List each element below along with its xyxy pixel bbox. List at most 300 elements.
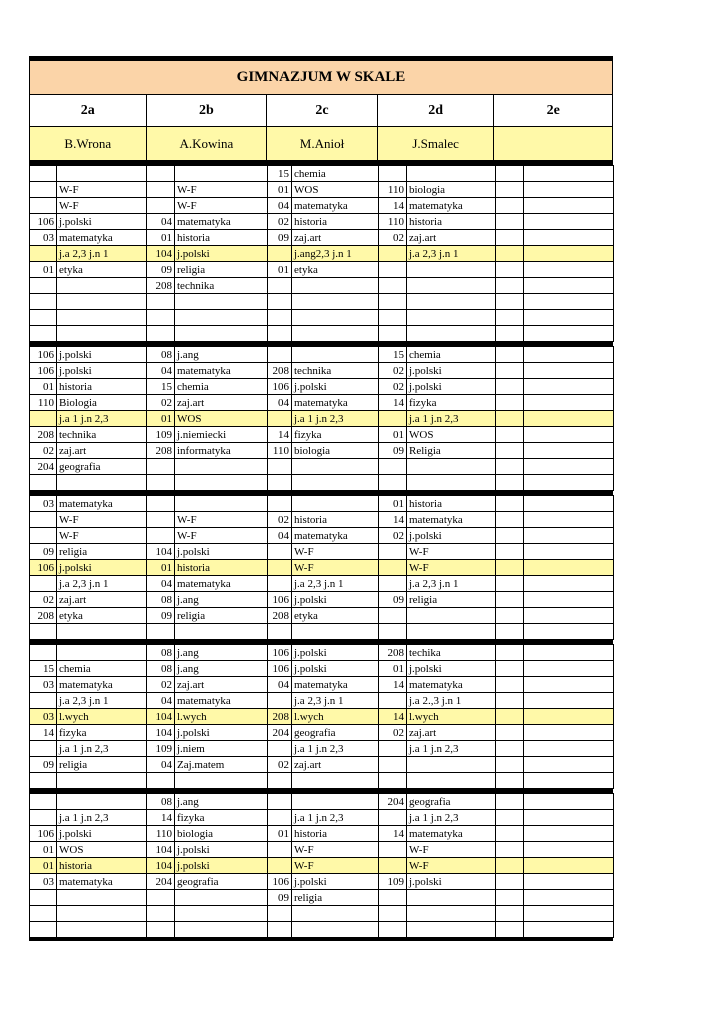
room-number: [379, 842, 407, 858]
subject-cell: j.polski: [292, 645, 379, 661]
subject-cell: historia: [292, 512, 379, 528]
room-number: [30, 576, 57, 592]
subject-cell: j.polski: [175, 246, 268, 262]
room-number: [379, 810, 407, 826]
subject-cell: geografia: [175, 874, 268, 890]
subject-cell: [524, 794, 614, 810]
room-number: 15: [30, 661, 57, 677]
subject-cell: [524, 608, 614, 624]
subject-cell: W-F: [175, 512, 268, 528]
subject-cell: biologia: [292, 443, 379, 459]
subject-cell: chemia: [292, 166, 379, 182]
lesson-row: [30, 310, 614, 326]
room-number: 01: [268, 262, 292, 278]
subject-cell: j.a 2,3 j.n 1: [57, 246, 147, 262]
room-number: [496, 182, 524, 198]
room-number: 106: [268, 592, 292, 608]
subject-cell: j.a 2,3 j.n 1: [407, 576, 496, 592]
class-label: 2d: [378, 95, 495, 126]
room-number: 208: [268, 608, 292, 624]
room-number: 01: [30, 379, 57, 395]
timetable-header: [29, 60, 613, 161]
subject-cell: Religia: [407, 443, 496, 459]
room-number: 106: [30, 363, 57, 379]
subject-cell: [524, 395, 614, 411]
subject-cell: matematyka: [407, 677, 496, 693]
room-number: [268, 624, 292, 640]
room-number: [268, 278, 292, 294]
subject-cell: [57, 294, 147, 310]
subject-cell: [292, 459, 379, 475]
subject-cell: [524, 379, 614, 395]
subject-cell: [407, 608, 496, 624]
room-number: [379, 475, 407, 491]
subject-cell: j.ang: [175, 661, 268, 677]
subject-cell: [292, 906, 379, 922]
room-number: 01: [147, 560, 175, 576]
subject-cell: W-F: [57, 528, 147, 544]
bottom-border: [29, 938, 613, 941]
lesson-row: [30, 794, 614, 810]
class-row: [30, 95, 612, 127]
lesson-row: [30, 262, 614, 278]
subject-cell: [57, 166, 147, 182]
room-number: [147, 624, 175, 640]
subject-cell: j.ang2,3 j.n 1: [292, 246, 379, 262]
subject-cell: W-F: [292, 544, 379, 560]
lesson-row: [30, 842, 614, 858]
room-number: [30, 310, 57, 326]
subject-cell: [524, 544, 614, 560]
room-number: 14: [379, 512, 407, 528]
room-number: [30, 741, 57, 757]
room-number: [30, 166, 57, 182]
lesson-row: [30, 544, 614, 560]
room-number: [30, 645, 57, 661]
lesson-row: [30, 395, 614, 411]
subject-cell: [57, 890, 147, 906]
lesson-row: [30, 874, 614, 890]
day-table: [29, 644, 614, 789]
room-number: 02: [379, 363, 407, 379]
room-number: [496, 278, 524, 294]
room-number: [379, 741, 407, 757]
room-number: [268, 858, 292, 874]
lesson-row: [30, 661, 614, 677]
room-number: [147, 166, 175, 182]
lesson-row: [30, 214, 614, 230]
subject-cell: [407, 310, 496, 326]
subject-cell: WOS: [175, 411, 268, 427]
subject-cell: etyka: [292, 262, 379, 278]
subject-cell: [292, 773, 379, 789]
subject-cell: [292, 326, 379, 342]
room-number: [268, 496, 292, 512]
subject-cell: [407, 459, 496, 475]
room-number: [268, 459, 292, 475]
subject-cell: j.a 1 j.n 2,3: [292, 411, 379, 427]
lesson-row: [30, 278, 614, 294]
subject-cell: [407, 475, 496, 491]
day-table: [29, 793, 614, 938]
subject-cell: W-F: [407, 560, 496, 576]
room-number: 08: [147, 592, 175, 608]
subject-cell: W-F: [175, 182, 268, 198]
room-number: [147, 890, 175, 906]
subject-cell: [524, 677, 614, 693]
subject-cell: j.niemiecki: [175, 427, 268, 443]
room-number: 03: [30, 496, 57, 512]
subject-cell: [407, 906, 496, 922]
subject-cell: [407, 773, 496, 789]
subject-cell: chemia: [407, 347, 496, 363]
subject-cell: chemia: [175, 379, 268, 395]
room-number: [30, 326, 57, 342]
lesson-row: [30, 294, 614, 310]
subject-cell: fizyka: [175, 810, 268, 826]
room-number: [496, 725, 524, 741]
room-number: [379, 608, 407, 624]
room-number: [379, 326, 407, 342]
room-number: 106: [268, 379, 292, 395]
room-number: [496, 645, 524, 661]
subject-cell: [57, 906, 147, 922]
subject-cell: [524, 576, 614, 592]
subject-cell: [407, 757, 496, 773]
room-number: [147, 182, 175, 198]
room-number: [496, 709, 524, 725]
room-number: [30, 773, 57, 789]
subject-cell: [407, 922, 496, 938]
subject-cell: [292, 496, 379, 512]
subject-cell: zaj.art: [175, 395, 268, 411]
room-number: [30, 906, 57, 922]
room-number: [496, 363, 524, 379]
subject-cell: [524, 363, 614, 379]
room-number: 09: [268, 230, 292, 246]
subject-cell: historia: [175, 230, 268, 246]
lesson-row: [30, 645, 614, 661]
subject-cell: religia: [175, 262, 268, 278]
subject-cell: j.polski: [57, 363, 147, 379]
room-number: [496, 592, 524, 608]
subject-cell: fizyka: [407, 395, 496, 411]
room-number: [496, 459, 524, 475]
room-number: 208: [147, 443, 175, 459]
room-number: 04: [147, 363, 175, 379]
subject-cell: W-F: [292, 842, 379, 858]
subject-cell: [175, 459, 268, 475]
subject-cell: [524, 842, 614, 858]
subject-cell: j.a 1 j.n 2,3: [57, 810, 147, 826]
room-number: [379, 576, 407, 592]
subject-cell: [57, 624, 147, 640]
room-number: 09: [147, 608, 175, 624]
room-number: 08: [147, 661, 175, 677]
subject-cell: WOS: [407, 427, 496, 443]
subject-cell: [292, 624, 379, 640]
subject-cell: [524, 693, 614, 709]
subject-cell: biologia: [175, 826, 268, 842]
lesson-row: [30, 166, 614, 182]
room-number: 14: [268, 427, 292, 443]
room-number: 204: [147, 874, 175, 890]
teacher-name: A.Kowina: [147, 127, 268, 160]
subject-cell: [524, 773, 614, 789]
subject-cell: [407, 166, 496, 182]
day-table: [29, 495, 614, 640]
room-number: [147, 326, 175, 342]
subject-cell: [57, 310, 147, 326]
subject-cell: [57, 326, 147, 342]
room-number: [379, 411, 407, 427]
room-number: [30, 246, 57, 262]
room-number: 106: [268, 645, 292, 661]
day-table: [29, 346, 614, 491]
room-number: 109: [379, 874, 407, 890]
room-number: [379, 278, 407, 294]
class-label: 2c: [267, 95, 378, 126]
room-number: 01: [379, 496, 407, 512]
lesson-row: [30, 576, 614, 592]
room-number: 14: [379, 677, 407, 693]
room-number: [268, 544, 292, 560]
subject-cell: religia: [57, 757, 147, 773]
subject-cell: j.ang: [175, 645, 268, 661]
subject-cell: [292, 922, 379, 938]
room-number: [268, 326, 292, 342]
room-number: [496, 246, 524, 262]
room-number: [379, 544, 407, 560]
room-number: [268, 560, 292, 576]
subject-cell: geografia: [292, 725, 379, 741]
subject-cell: [175, 326, 268, 342]
lesson-row: [30, 443, 614, 459]
subject-cell: [524, 645, 614, 661]
room-number: 08: [147, 645, 175, 661]
subject-cell: etyka: [292, 608, 379, 624]
room-number: 09: [268, 890, 292, 906]
subject-cell: WOS: [57, 842, 147, 858]
subject-cell: [524, 709, 614, 725]
room-number: 106: [30, 347, 57, 363]
lesson-row: [30, 677, 614, 693]
room-number: [30, 294, 57, 310]
subject-cell: j.a 1 j.n 2,3: [407, 810, 496, 826]
room-number: 14: [379, 198, 407, 214]
lesson-row: [30, 773, 614, 789]
room-number: [496, 443, 524, 459]
subject-cell: matematyka: [175, 214, 268, 230]
room-number: 14: [30, 725, 57, 741]
subject-cell: techika: [407, 645, 496, 661]
room-number: 03: [30, 230, 57, 246]
subject-cell: fizyka: [57, 725, 147, 741]
subject-cell: j.a 2.,3 j.n 1: [407, 693, 496, 709]
room-number: [268, 773, 292, 789]
subject-cell: W-F: [57, 512, 147, 528]
room-number: 08: [147, 347, 175, 363]
room-number: [496, 326, 524, 342]
room-number: 09: [379, 592, 407, 608]
room-number: 109: [147, 427, 175, 443]
room-number: [496, 395, 524, 411]
room-number: [30, 624, 57, 640]
room-number: [496, 166, 524, 182]
room-number: 104: [147, 842, 175, 858]
room-number: [30, 890, 57, 906]
lesson-row: [30, 379, 614, 395]
room-number: [496, 922, 524, 938]
day-blocks: [29, 161, 613, 938]
subject-cell: matematyka: [57, 677, 147, 693]
subject-cell: [292, 310, 379, 326]
room-number: 02: [379, 230, 407, 246]
subject-cell: W-F: [407, 842, 496, 858]
subject-cell: historia: [292, 826, 379, 842]
room-number: [496, 661, 524, 677]
room-number: 01: [379, 427, 407, 443]
room-number: [147, 496, 175, 512]
room-number: 01: [147, 230, 175, 246]
subject-cell: matematyka: [292, 528, 379, 544]
room-number: [147, 475, 175, 491]
subject-cell: l.wych: [292, 709, 379, 725]
room-number: [30, 278, 57, 294]
subject-cell: W-F: [175, 528, 268, 544]
room-number: [379, 757, 407, 773]
subject-cell: matematyka: [175, 363, 268, 379]
subject-cell: j.a 2,3 j.n 1: [57, 576, 147, 592]
lesson-row: [30, 230, 614, 246]
subject-cell: [524, 560, 614, 576]
room-number: [496, 310, 524, 326]
subject-cell: j.polski: [57, 347, 147, 363]
subject-cell: W-F: [292, 560, 379, 576]
room-number: [30, 198, 57, 214]
lesson-row: [30, 326, 614, 342]
subject-cell: [175, 166, 268, 182]
room-number: [496, 411, 524, 427]
subject-cell: [524, 475, 614, 491]
subject-cell: historia: [57, 858, 147, 874]
subject-cell: j.a 1 j.n 2,3: [292, 741, 379, 757]
subject-cell: [407, 890, 496, 906]
room-number: 15: [379, 347, 407, 363]
subject-cell: [175, 496, 268, 512]
room-number: [268, 922, 292, 938]
room-number: [379, 890, 407, 906]
lesson-row: [30, 725, 614, 741]
subject-cell: [524, 624, 614, 640]
subject-cell: historia: [175, 560, 268, 576]
room-number: 208: [268, 709, 292, 725]
subject-cell: matematyka: [292, 395, 379, 411]
subject-cell: j.polski: [407, 874, 496, 890]
room-number: 110: [379, 214, 407, 230]
subject-cell: [524, 230, 614, 246]
subject-cell: [57, 475, 147, 491]
subject-cell: W-F: [407, 858, 496, 874]
room-number: [30, 693, 57, 709]
room-number: [147, 528, 175, 544]
lesson-row: [30, 411, 614, 427]
room-number: 104: [147, 709, 175, 725]
room-number: [268, 906, 292, 922]
subject-cell: j.polski: [57, 560, 147, 576]
room-number: [496, 347, 524, 363]
subject-cell: j.polski: [175, 842, 268, 858]
room-number: [496, 214, 524, 230]
lesson-row: [30, 741, 614, 757]
subject-cell: [292, 278, 379, 294]
room-number: 04: [147, 576, 175, 592]
room-number: 14: [379, 826, 407, 842]
room-number: [496, 693, 524, 709]
room-number: [268, 810, 292, 826]
room-number: [379, 459, 407, 475]
room-number: 104: [147, 725, 175, 741]
room-number: [30, 411, 57, 427]
room-number: 02: [147, 395, 175, 411]
room-number: [496, 576, 524, 592]
subject-cell: religia: [57, 544, 147, 560]
room-number: [147, 198, 175, 214]
room-number: [268, 411, 292, 427]
subject-cell: matematyka: [292, 198, 379, 214]
subject-cell: j.a 2,3 j.n 1: [292, 693, 379, 709]
room-number: 01: [147, 411, 175, 427]
lesson-row: [30, 858, 614, 874]
room-number: [496, 608, 524, 624]
room-number: [268, 294, 292, 310]
subject-cell: fizyka: [292, 427, 379, 443]
subject-cell: [524, 411, 614, 427]
room-number: 204: [30, 459, 57, 475]
subject-cell: [57, 773, 147, 789]
lesson-row: [30, 512, 614, 528]
subject-cell: j.polski: [57, 214, 147, 230]
room-number: 02: [379, 725, 407, 741]
room-number: [379, 166, 407, 182]
room-number: [496, 757, 524, 773]
room-number: 02: [268, 757, 292, 773]
subject-cell: j.a 1 j.n 2,3: [57, 741, 147, 757]
subject-cell: [175, 890, 268, 906]
subject-cell: [524, 198, 614, 214]
subject-cell: [524, 166, 614, 182]
subject-cell: [524, 246, 614, 262]
subject-cell: [57, 278, 147, 294]
room-number: [268, 347, 292, 363]
subject-cell: j.a 2,3 j.n 1: [407, 246, 496, 262]
subject-cell: [407, 624, 496, 640]
subject-cell: historia: [407, 214, 496, 230]
room-number: 04: [268, 528, 292, 544]
subject-cell: l.wych: [57, 709, 147, 725]
subject-cell: [524, 262, 614, 278]
room-number: [379, 906, 407, 922]
subject-cell: j.polski: [175, 725, 268, 741]
subject-cell: [524, 326, 614, 342]
room-number: 09: [379, 443, 407, 459]
lesson-row: [30, 709, 614, 725]
subject-cell: j.polski: [407, 661, 496, 677]
room-number: 02: [268, 512, 292, 528]
subject-cell: j.a 1 j.n 2,3: [407, 411, 496, 427]
lesson-row: [30, 624, 614, 640]
subject-cell: matematyka: [57, 496, 147, 512]
